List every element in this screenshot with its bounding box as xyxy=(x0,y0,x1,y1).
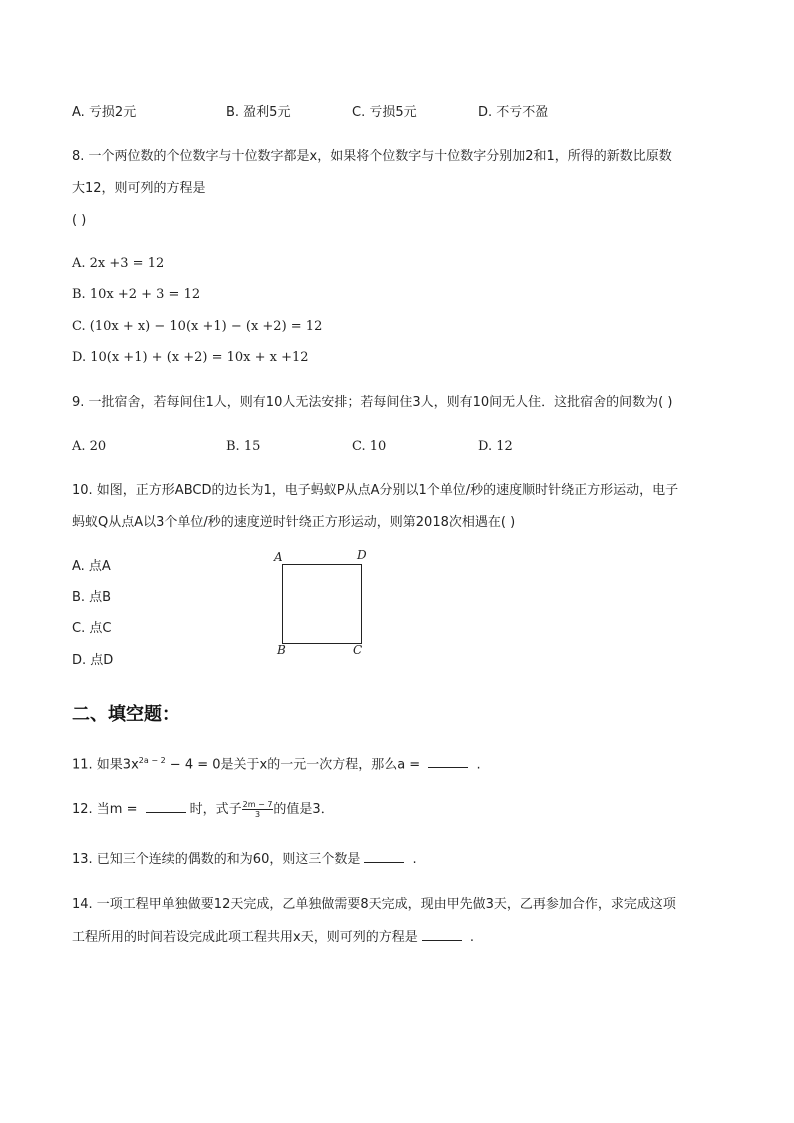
corner-label-a: A xyxy=(274,550,283,564)
q10-question-line2: 蚂蚁Q从点A以3个单位/秒的速度逆时针绕正方形运动，则第2018次相遇在( ) xyxy=(72,515,516,530)
q13-prefix: 13. 已知三个连续的偶数的和为60，则这三个数是 xyxy=(72,852,361,867)
q10-option-c: C. 点C xyxy=(72,621,112,636)
q7-option-d: D. 不亏不盈 xyxy=(478,105,549,120)
q13-suffix: . xyxy=(408,852,417,867)
q7-option-c: C. 亏损5元 xyxy=(352,105,417,120)
q9-option-c: C. 10 xyxy=(352,439,387,454)
q11-suffix: . xyxy=(472,757,481,773)
q12-answer-blank[interactable] xyxy=(146,800,186,813)
q8-option-c: C. (10x + x) − 10(x +1) − (x +2) = 12 xyxy=(72,319,323,334)
q8-answer-paren: ( ) xyxy=(72,213,87,228)
q10-question-line1: 10. 如图，正方形ABCD的边长为1，电子蚂蚁P从点A分别以1个单位/秒的速度顺时针绕正方形运动，电子 xyxy=(72,483,679,498)
q8-option-d: D. 10(x +1) + (x +2) = 10x + x +12 xyxy=(72,350,309,365)
q12-prefix: 12. 当m = xyxy=(72,802,142,817)
q8-option-b: B. 10x +2 + 3 = 12 xyxy=(72,287,201,302)
q9-option-d: D. 12 xyxy=(478,439,513,454)
q10-option-a: A. 点A xyxy=(72,559,111,574)
q9-option-b: B. 15 xyxy=(226,439,261,454)
q8-option-a: A. 2x +3 = 12 xyxy=(72,256,165,271)
q7-option-b: B. 盈利5元 xyxy=(226,105,291,120)
corner-label-d: D xyxy=(357,548,367,562)
section-title: 二、填空题： xyxy=(72,704,180,725)
q10-option-d: D. 点D xyxy=(72,653,114,668)
q14-question-line2 xyxy=(72,928,474,947)
q9-option-a: A. 20 xyxy=(72,439,107,454)
q12-fraction xyxy=(242,800,274,819)
square-figure xyxy=(282,564,362,644)
q11-answer-blank[interactable] xyxy=(428,755,468,768)
q14-question-line1: 14. 一项工程甲单独做要12天完成，乙单独做需要8天完成，现由甲先做3天，乙再参加合作，求完成这项 xyxy=(72,897,676,912)
q11-middle: − 4 = 0是关于x的一元一次方程，那么a = xyxy=(165,757,425,773)
q11-prefix: 11. 如果3x xyxy=(72,757,139,773)
q14-answer-blank[interactable] xyxy=(422,928,462,941)
q11-question xyxy=(72,752,481,774)
corner-label-c: C xyxy=(353,643,363,657)
q12-fraction-denominator: 3 xyxy=(254,810,261,819)
q10-option-b: B. 点B xyxy=(72,590,112,605)
q12-suffix: 的值是3． xyxy=(273,802,334,817)
q8-question-line2: 大12，则可列的方程是 xyxy=(72,181,206,196)
q12-question xyxy=(72,800,334,819)
corner-label-b: B xyxy=(277,643,286,657)
q9-question: 9. 一批宿舍，若每间住1人，则有10人无法安排；若每间住3人，则有10间无人住．这批宿舍的间数为( ) xyxy=(72,395,673,410)
q13-answer-blank[interactable] xyxy=(364,850,404,863)
q13-question xyxy=(72,850,417,869)
q11-exponent: 2a − 2 xyxy=(138,756,166,765)
q8-question-line1: 8. 一个两位数的个位数字与十位数字都是x，如果将个位数字与十位数字分别加2和1，所得的新数比原数 xyxy=(72,149,672,164)
q14-suffix: . xyxy=(465,930,474,945)
q7-option-a: A. 亏损2元 xyxy=(72,105,137,120)
q12-middle: 时，式子 xyxy=(189,802,242,817)
q12-fraction-numerator: 2m − 7 xyxy=(242,800,273,809)
q14-line2-prefix: 工程所用的时间若设完成此项工程共用x天，则可列的方程是 xyxy=(72,930,418,945)
